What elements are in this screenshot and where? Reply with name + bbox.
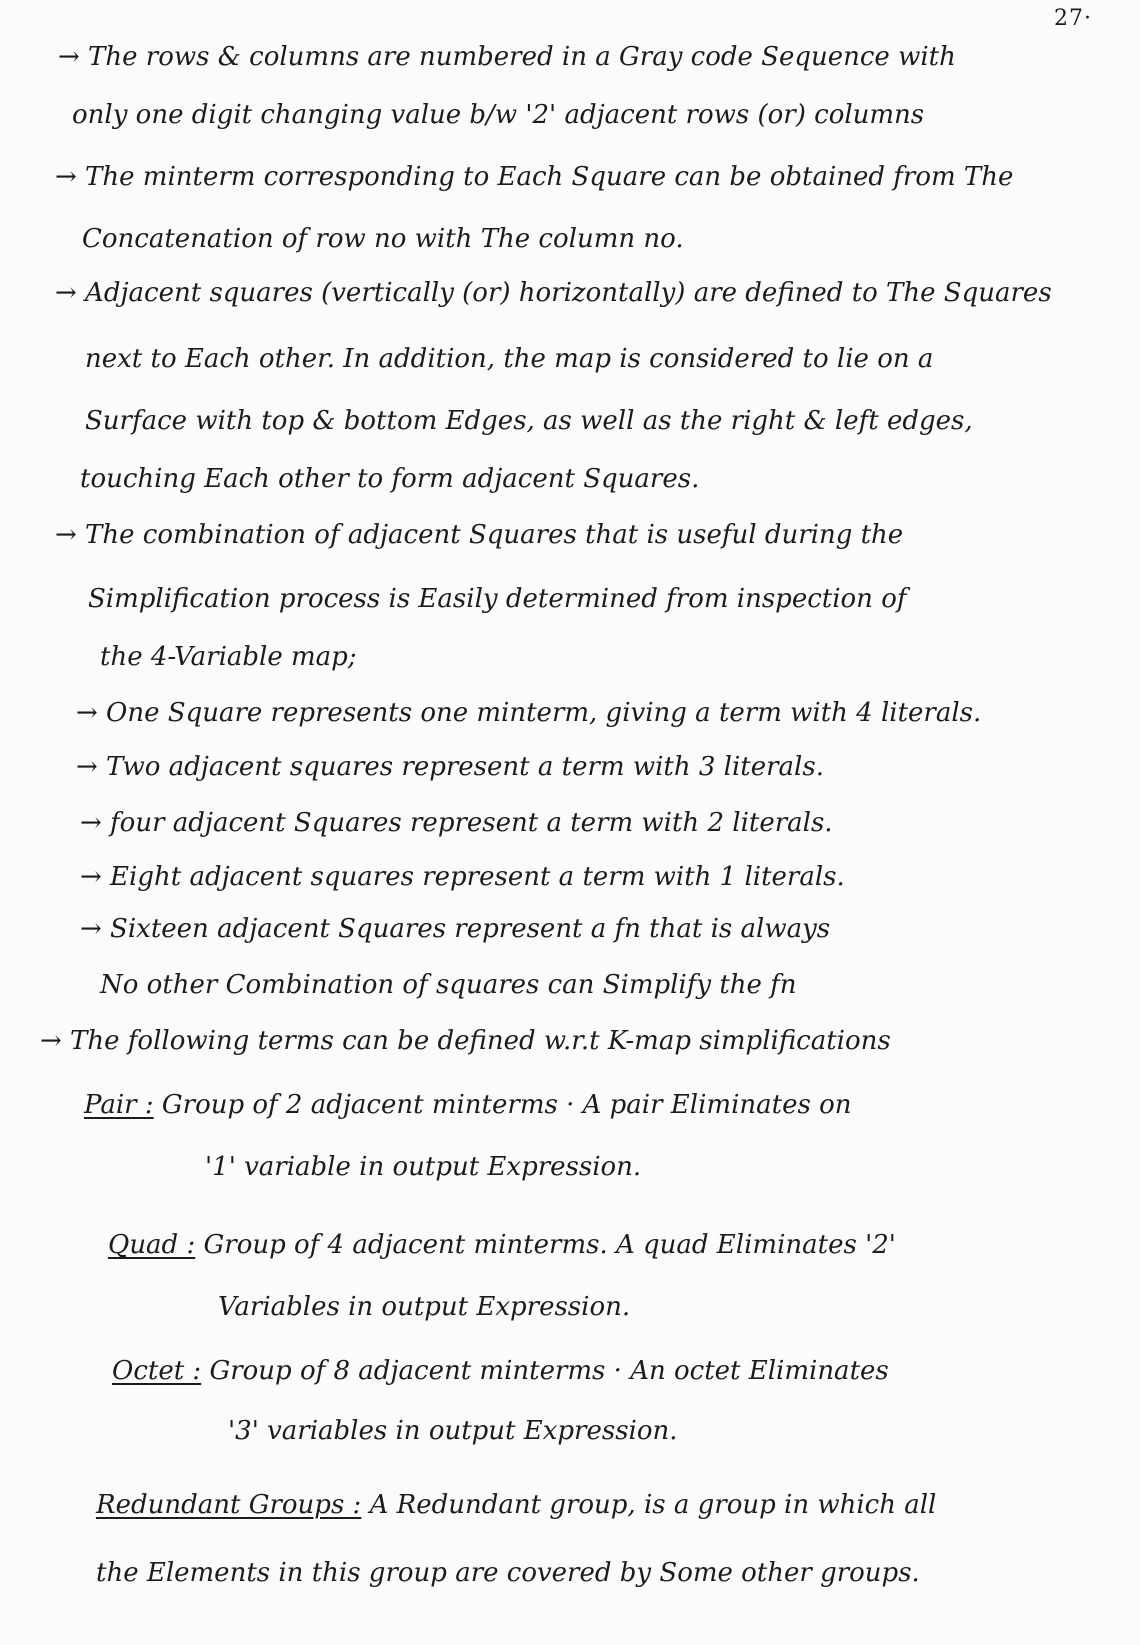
definition-quad <box>108 1228 896 1262</box>
definition-text: Group of 2 adjacent minterms · A pair Eliminates on <box>153 1090 852 1120</box>
text-line: → four adjacent Squares represent a term with 2 literals. <box>80 808 833 838</box>
text-line: → Two adjacent squares represent a term with 3 literals. <box>76 752 824 782</box>
text-line: next to Each other. In addition, the map is considered to lie on a <box>85 344 934 374</box>
text-line: only one digit changing value b/w '2' adjacent rows (or) columns <box>72 100 925 130</box>
definition-text: A Redundant group, is a group in which all <box>361 1490 937 1520</box>
definition-redundant-groups <box>96 1488 936 1522</box>
definition-text: Group of 4 adjacent minterms. A quad Eliminates '2' <box>195 1230 896 1260</box>
text-line: → Adjacent squares (vertically (or) horizontally) are defined to The Squares <box>55 278 1052 308</box>
definition-text: Group of 8 adjacent minterms · An octet Eliminates <box>201 1356 889 1386</box>
text-line: the 4-Variable map; <box>100 642 357 672</box>
text-line: Surface with top & bottom Edges, as well as the right & left edges, <box>85 406 973 436</box>
text-line: → The minterm corresponding to Each Square can be obtained from The <box>55 162 1014 192</box>
text-line: → One Square represents one minterm, giving a term with 4 literals. <box>76 698 982 728</box>
definition-term: Redundant Groups : <box>96 1490 362 1520</box>
text-line: → The rows & columns are numbered in a Gray code Sequence with <box>58 42 956 72</box>
definition-continuation: the Elements in this group are covered by Some other groups. <box>96 1558 920 1588</box>
text-line: Concatenation of row no with The column no. <box>82 224 684 254</box>
text-line: touching Each other to form adjacent Squares. <box>80 464 700 494</box>
text-line: → The following terms can be defined w.r.t K-map simplifications <box>40 1026 891 1056</box>
definition-continuation: '1' variable in output Expression. <box>205 1152 642 1182</box>
text-line: → Eight adjacent squares represent a term with 1 literals. <box>80 862 845 892</box>
definition-pair <box>84 1088 851 1122</box>
definition-term: Octet : <box>112 1356 202 1386</box>
text-line: → Sixteen adjacent Squares represent a fn that is always <box>80 914 831 944</box>
text-line: No other Combination of squares can Simplify the fn <box>100 970 797 1000</box>
definition-continuation: '3' variables in output Expression. <box>228 1416 678 1446</box>
page-number: 27· <box>1054 6 1092 31</box>
definition-octet <box>112 1354 889 1388</box>
text-line: → The combination of adjacent Squares that is useful during the <box>55 520 904 550</box>
definition-term: Quad : <box>108 1230 196 1260</box>
definition-term: Pair : <box>84 1090 154 1120</box>
definition-continuation: Variables in output Expression. <box>218 1292 631 1322</box>
text-line: Simplification process is Easily determined from inspection of <box>88 584 907 614</box>
